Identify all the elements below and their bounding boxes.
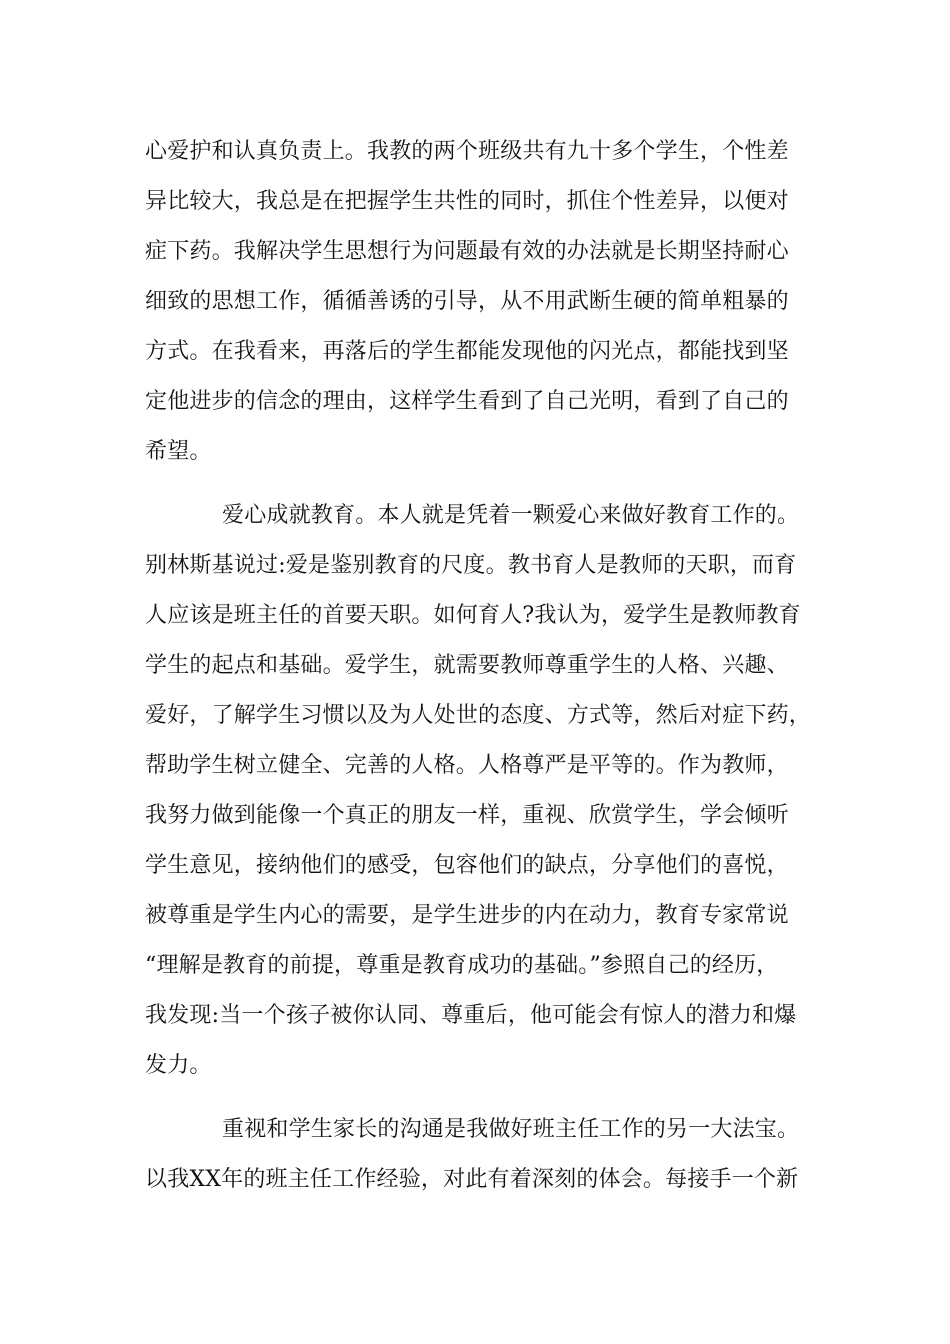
paragraph-3-line-1: 重视和学生家长的沟通是我做好班主任工作的另一大法宝。: [222, 1117, 800, 1142]
paragraph-2-line-3: 人应该是班主任的首要天职。如何育人?我认为，爱学生是教师教育: [145, 603, 801, 628]
paragraph-1-line-6: 定他进步的信念的理由，这样学生看到了自己光明，看到了自己的: [145, 389, 789, 414]
paragraph-2-line-1: 爱心成就教育。本人就是凭着一颗爱心来做好教育工作的。: [222, 503, 800, 528]
paragraph-2-line-7: 我努力做到能像一个真正的朋友一样，重视、欣赏学生，学会倾听: [145, 803, 789, 828]
paragraph-2-line-5: 爱好，了解学生习惯以及为人处世的态度、方式等，然后对症下药，: [145, 703, 812, 728]
paragraph-2-line-2: 别林斯基说过:爱是鉴别教育的尺度。教书育人是教师的天职，而育: [145, 553, 797, 578]
paragraph-1-line-7: 希望。: [145, 439, 212, 464]
paragraph-2-line-11: 我发现:当一个孩子被你认同、尊重后，他可能会有惊人的潜力和爆: [145, 1003, 797, 1028]
paragraph-1-line-5: 方式。在我看来，再落后的学生都能发现他的闪光点，都能找到坚: [145, 339, 789, 364]
paragraph-1-line-3: 症下药。我解决学生思想行为问题最有效的办法就是长期坚持耐心: [145, 239, 789, 264]
paragraph-2-line-12: 发力。: [145, 1053, 212, 1078]
paragraph-3-line-2: 以我XX年的班主任工作经验，对此有着深刻的体会。每接手一个新: [145, 1167, 799, 1192]
paragraph-2-line-9: 被尊重是学生内心的需要，是学生进步的内在动力，教育专家常说: [145, 903, 789, 928]
paragraph-2-line-4: 学生的起点和基础。爱学生，就需要教师尊重学生的人格、兴趣、: [145, 653, 789, 678]
paragraph-2-line-6: 帮助学生树立健全、完善的人格。人格尊严是平等的。作为教师，: [145, 753, 789, 778]
paragraph-1-line-2: 异比较大，我总是在把握学生共性的同时，抓住个性差异，以便对: [145, 189, 789, 214]
paragraph-2-line-8: 学生意见，接纳他们的感受，包容他们的缺点，分享他们的喜悦，: [145, 853, 789, 878]
paragraph-1-line-1: 心爱护和认真负责上。我教的两个班级共有九十多个学生，个性差: [145, 139, 789, 164]
paragraph-1-line-4: 细致的思想工作，循循善诱的引导，从不用武断生硬的简单粗暴的: [145, 289, 789, 314]
paragraph-2-line-10: “理解是教育的前提，尊重是教育成功的基础。”参照自己的经历，: [145, 953, 779, 978]
